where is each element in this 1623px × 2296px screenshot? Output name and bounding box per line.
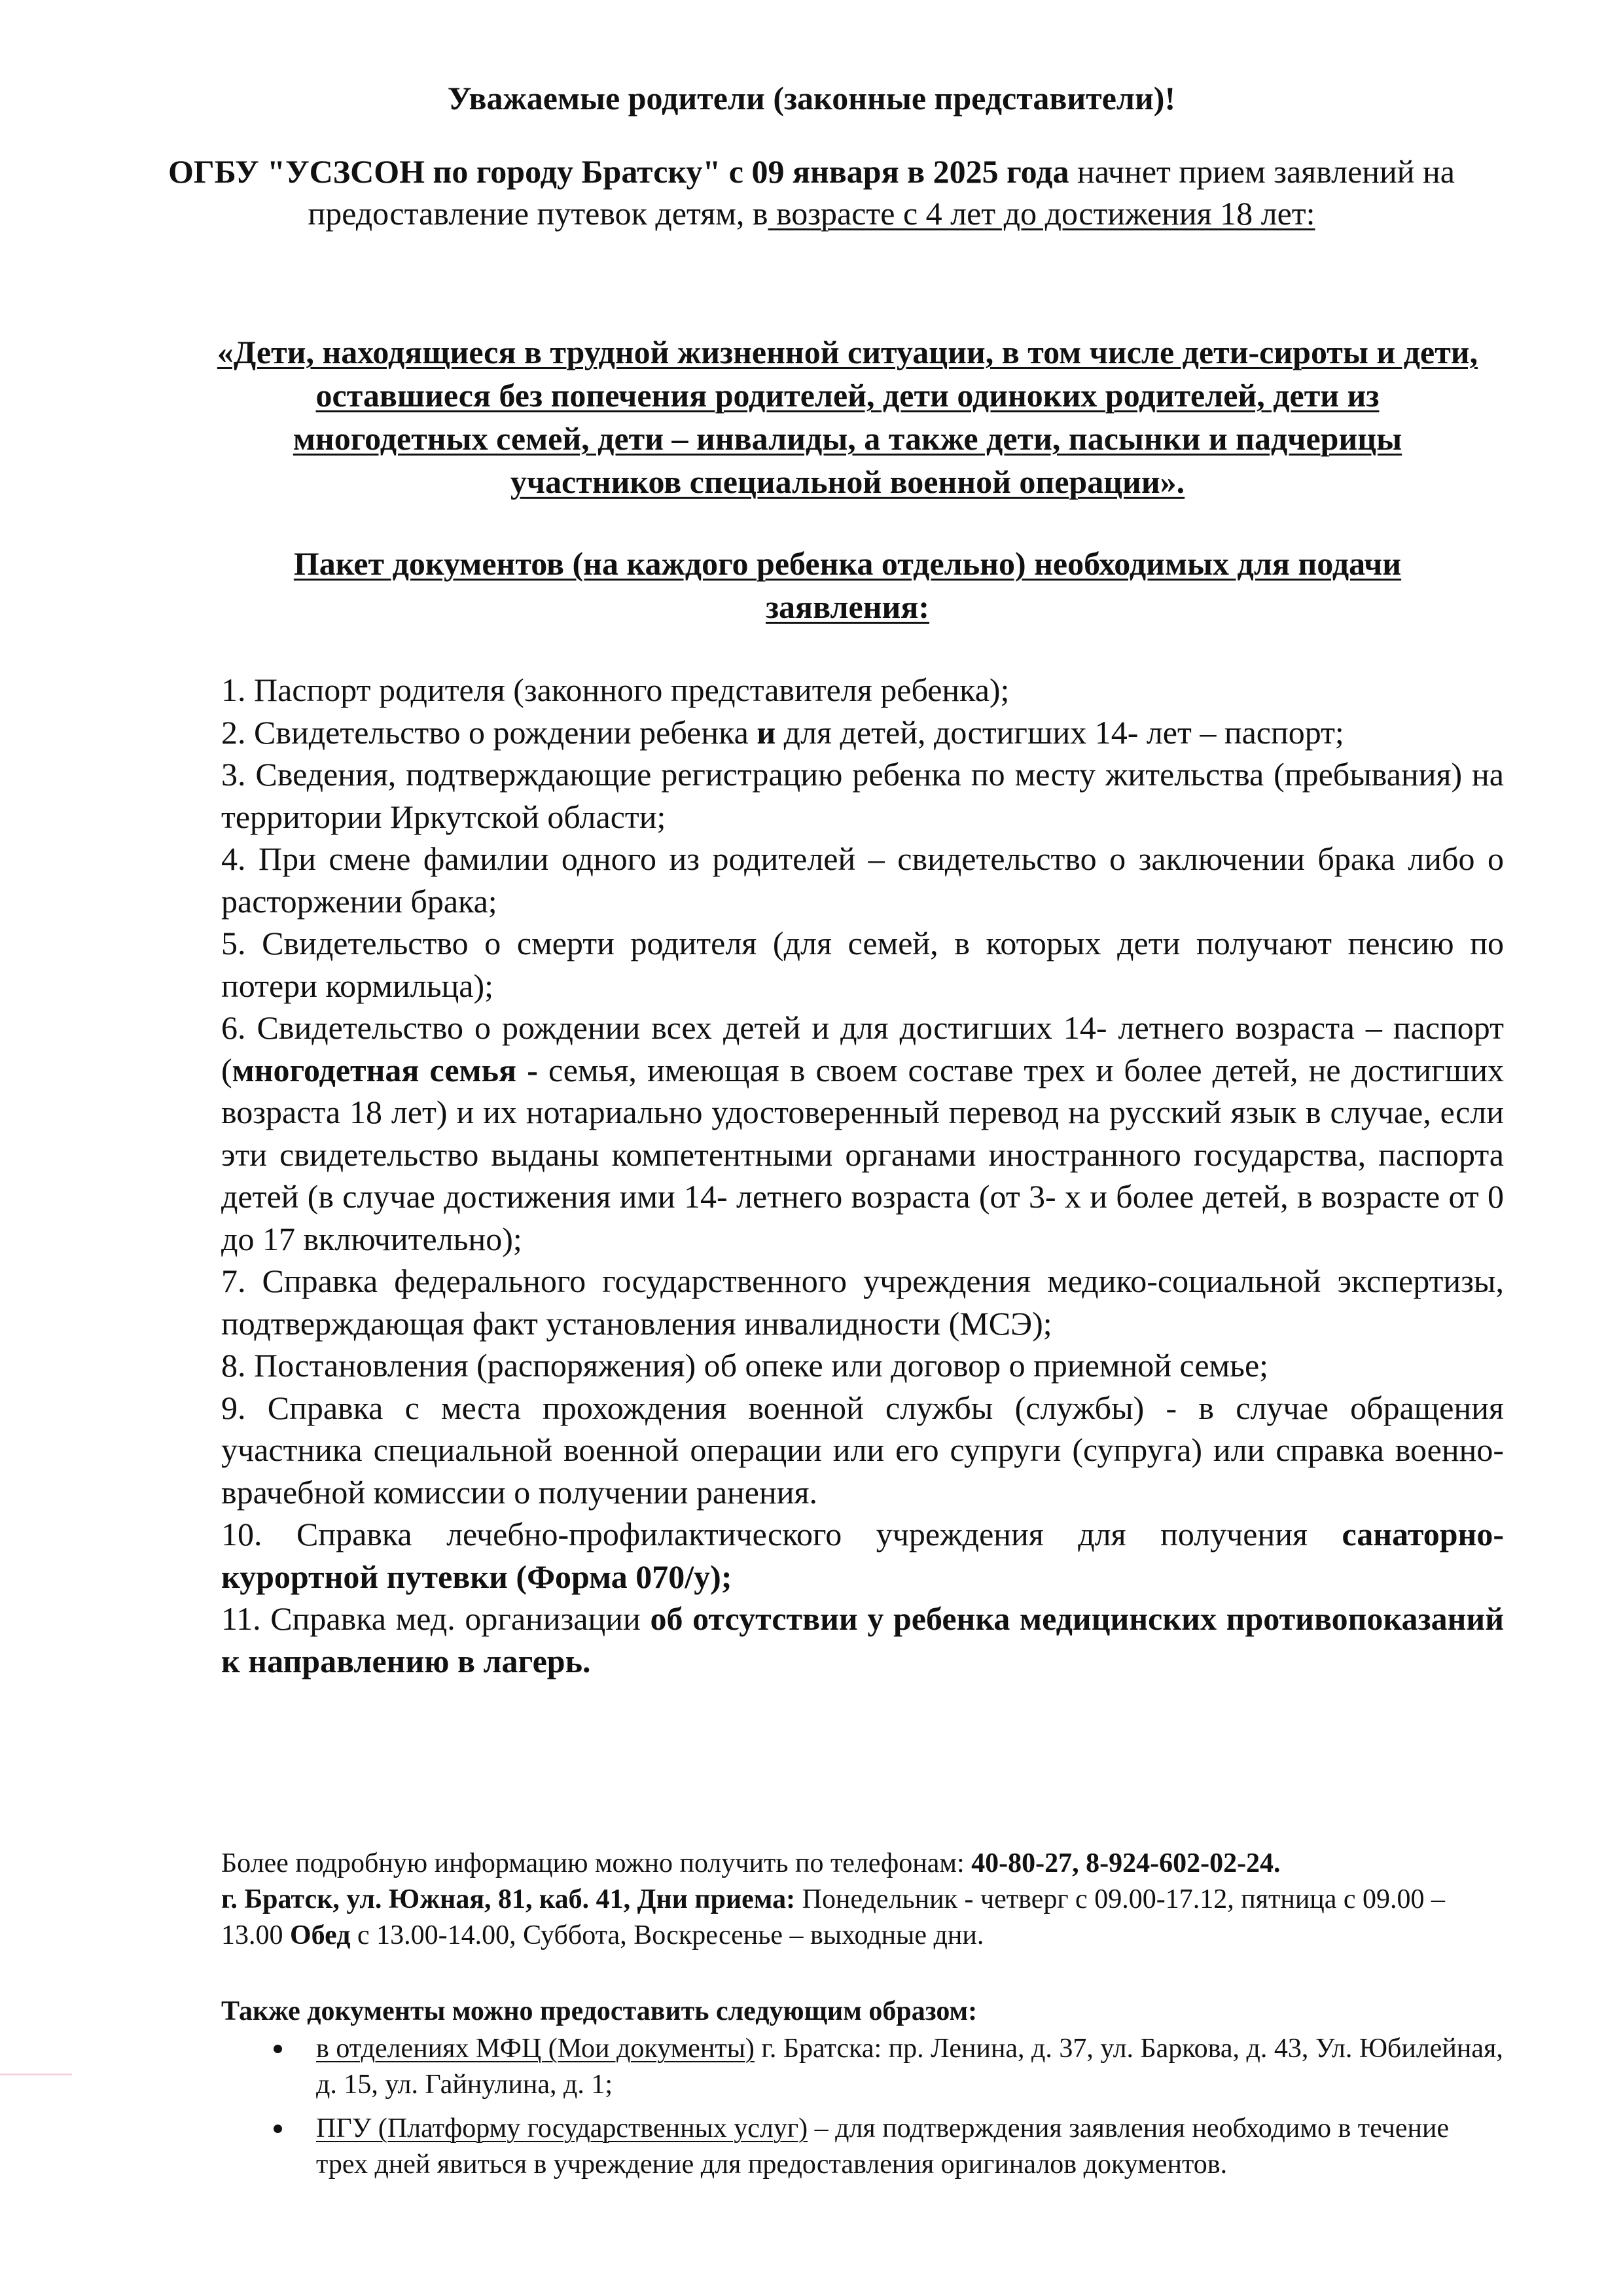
document-item-10-bold: санаторно-курортной путевки (Форма 070/у); <box>221 1516 1504 1595</box>
document-item-4: 4. При смене фамилии одного из родителей – свидетельство о заключении брака либо о расторжении брака; <box>221 840 1504 920</box>
document-item-11-text: 11. Справка мед. организации <box>221 1600 651 1637</box>
document-item-1: 1. Паспорт родителя (законного представителя ребенка); <box>221 672 1010 708</box>
bullet-icon <box>274 2045 282 2053</box>
document-item-6-bold: многодетная семья - <box>232 1051 538 1088</box>
document-item-7: 7. Справка федерального государственного учреждения медико-социальной экспертизы, подтверждающая факт установления инвалидности (МСЭ); <box>221 1263 1504 1342</box>
submission-way-mfc <box>221 2031 1504 2103</box>
contacts-days: Понедельник - четверг с 09.00-17.12, пятница с 09.00 – 13.00 <box>221 1884 1446 1950</box>
document-item-2 <box>221 711 1504 754</box>
document-item-11-bold: об отсутствии у ребенка медицинских противопоказаний к направлению в лагерь. <box>221 1600 1505 1679</box>
contacts-address: г. Братск, ул. Южная, 81, каб. 41, Дни приема: <box>221 1884 796 1914</box>
categories-paragraph: «Дети, находящиеся в трудной жизненной ситуации, в том числе дети-сироты и дети, оставшиеся без попечения родителей, дети одиноких родителей, дети из многодетных семей, дети – инвалиды, а также дети, пасынки и падчерицы участников специальной военной операции». <box>217 334 1478 500</box>
contacts-lunch-label: Обед <box>290 1920 351 1950</box>
document-item-2-text: 2. Свидетельство о рождении ребенка <box>221 713 757 751</box>
pgu-text: – для подтверждения заявления необходимо в течение трех дней явиться в учреждение для предоставления оригиналов документов. <box>316 2113 1450 2179</box>
document-item-2-rest: для детей, достигших 14- лет – паспорт; <box>776 713 1344 751</box>
documents-list <box>221 669 1504 1682</box>
submission-way-pgu <box>221 2111 1504 2183</box>
greeting-heading: Уважаемые родители (законные представители)! <box>447 80 1176 117</box>
contacts-block <box>221 1846 1504 1954</box>
document-item-6-rest: семья, имеющая в своем составе трех и более детей, не достигших возраста 18 лет) и их нотариально удостоверенный перевод на русский язык в случае, если эти свидетельство выданы компетентными органами иностранного государства, паспорта детей (в случае достижения ими 14- летнего возраста (от 3- х и более детей, в возрасте от 0 до 17 включительно); <box>221 1051 1504 1257</box>
document-item-8: 8. Постановления (распоряжения) об опеке или договор о приемной семье; <box>221 1347 1269 1384</box>
document-item-10 <box>221 1513 1504 1598</box>
document-item-6-text: 6. Свидетельство о рождении всех детей и для достигших 14- летнего возраста – паспорт ( <box>221 1009 1504 1088</box>
intro-text: начнет прием заявлений на предоставление путевок детям, в <box>308 153 1455 232</box>
document-item-5: 5. Свидетельство о смерти родителя (для семей, в которых дети получают пенсию по потери кормильца); <box>221 925 1504 1004</box>
contacts-lunch: с 13.00-14.00, Суббота, Воскресенье – выходные дни. <box>350 1920 984 1950</box>
intro-age: возрасте с 4 лет до достижения 18 лет: <box>768 195 1315 232</box>
submission-ways-list <box>221 2031 1504 2183</box>
document-item-3: 3. Сведения, подтверждающие регистрацию ребенка по месту жительства (пребывания) на территории Иркутской области; <box>221 756 1504 835</box>
contacts-phones: 40-80-27, 8-924-602-02-24. <box>971 1848 1281 1878</box>
intro-org: ОГБУ "УСЗСОН по городу Братску" с 09 января в 2025 года <box>168 153 1069 190</box>
document-item-9: 9. Справка с места прохождения военной службы (службы) - в случае обращения участника специальной военной операции или его супруги (супруга) или справка военно-врачебной комиссии о получении ранения. <box>221 1389 1504 1511</box>
intro-paragraph <box>164 151 1459 234</box>
document-item-10-text: 10. Справка лечебно-профилактического учреждения для получения <box>221 1516 1342 1552</box>
package-title: Пакет документов (на каждого ребенка отдельно) необходимых для подачи заявления: <box>293 545 1402 625</box>
mfc-text: г. Братска: пр. Ленина, д. 37, ул. Баркова, д. 43, Ул. Юбилейная, д. 15, ул. Гайнулина, д. 1; <box>316 2034 1503 2100</box>
mfc-link[interactable]: в отделениях МФЦ (Мои документы) <box>316 2034 755 2064</box>
bullet-icon <box>274 2125 282 2133</box>
scan-edge-mark <box>0 2073 72 2075</box>
also-title: Также документы можно предоставить следующим образом: <box>221 1996 978 2026</box>
document-item-2-bold: и <box>757 713 776 751</box>
pgu-link[interactable]: ПГУ (Платформу государственных услуг) <box>316 2113 808 2144</box>
document-item-11 <box>221 1598 1504 1682</box>
contacts-info: Более подробную информацию можно получить по телефонам: <box>221 1848 972 1878</box>
document-item-6 <box>221 1007 1504 1260</box>
